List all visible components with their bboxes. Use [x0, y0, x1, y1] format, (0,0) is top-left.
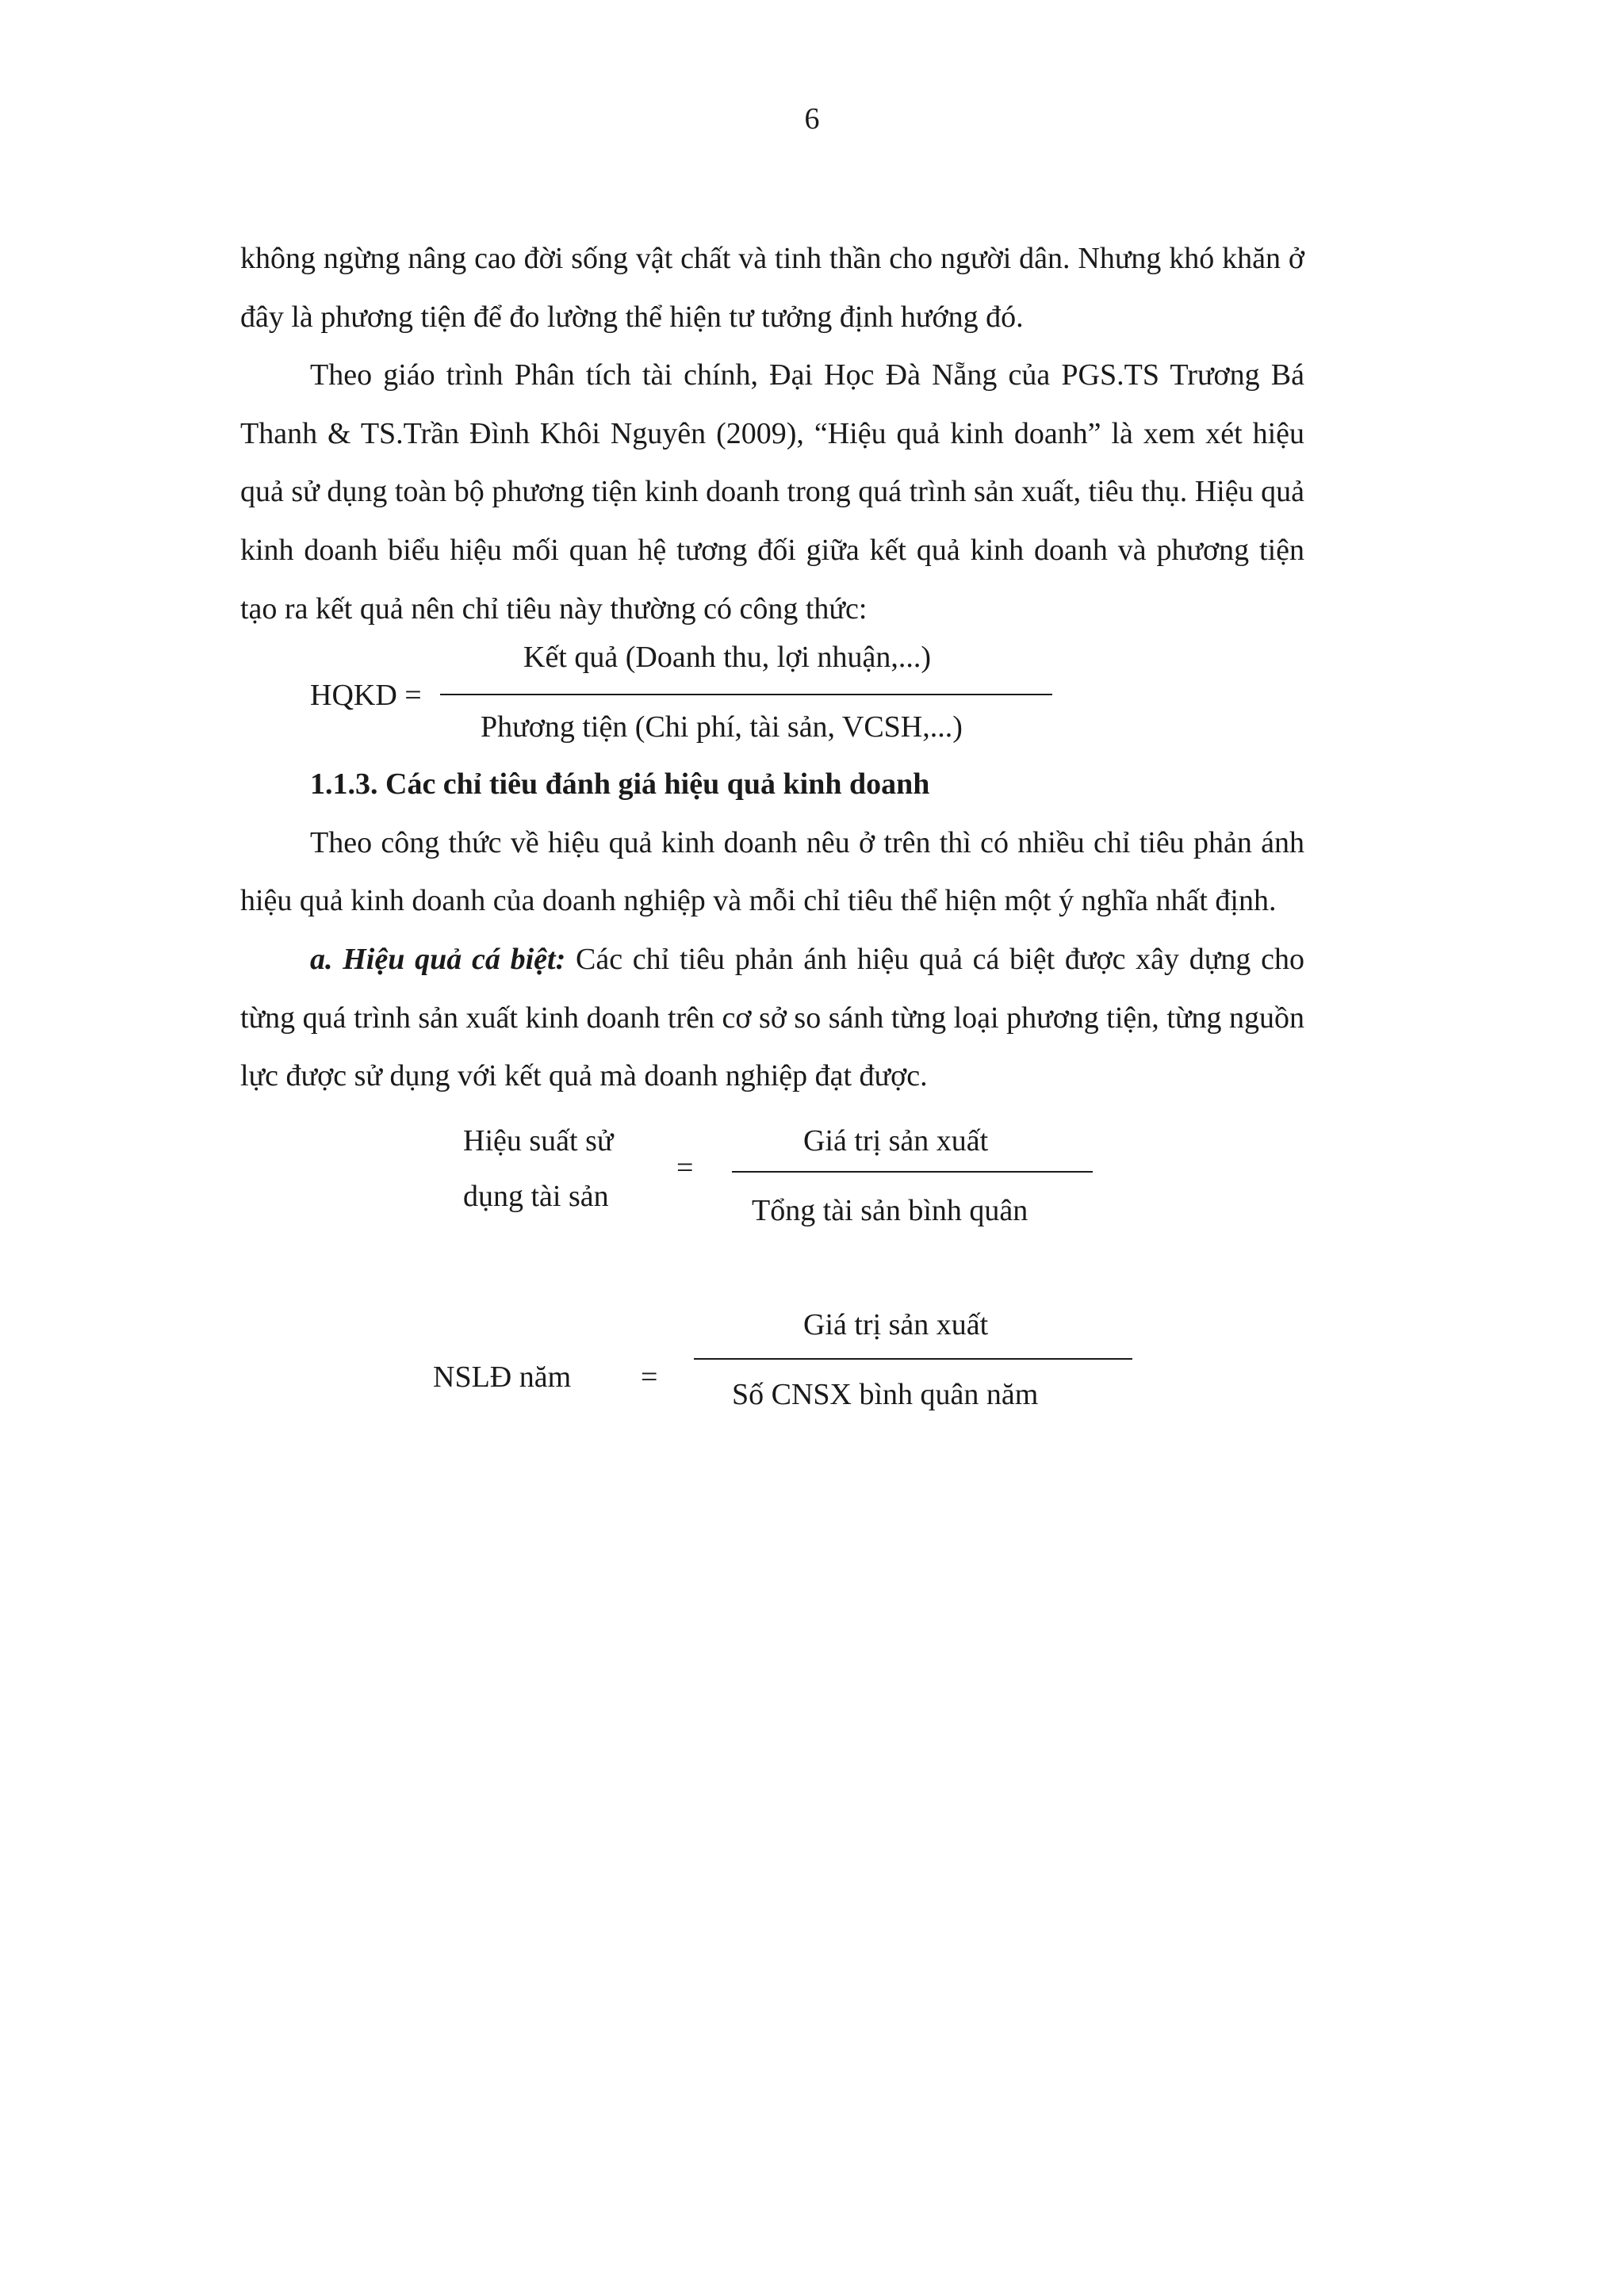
section-heading: 1.1.3. Các chỉ tiêu đánh giá hiệu quả kinh doanh: [310, 767, 930, 802]
formula-asset-denominator: Tổng tài sản bình quân: [752, 1193, 1028, 1227]
subheading-individual-efficiency: a. Hiệu quả cá biệt:: [310, 942, 566, 976]
formula-nsld-denominator: Số CNSX bình quân năm: [732, 1377, 1039, 1411]
formula-hqkd-lhs: HQKD =: [310, 679, 422, 713]
formula-hqkd: [240, 638, 1304, 757]
paragraph-intro: không ngừng nâng cao đời sống vật chất và tinh thần cho người dân. Nhưng khó khăn ở đây là phương tiện để đo lường thể hiện tư tưởng định hướng đó.: [240, 242, 1304, 334]
formula-nsld-fraction-bar: [694, 1358, 1132, 1360]
formula-asset-numerator: Giá trị sản xuất: [803, 1123, 989, 1158]
formula-nsld-numerator: Giá trị sản xuất: [803, 1307, 989, 1341]
formula-nsld-equals: =: [641, 1360, 658, 1394]
paragraph-individual-efficiency-text: Các chỉ tiêu phản ánh hiệu quả cá biệt được xây dựng cho từng quá trình sản xuất kinh doanh trên cơ sở so sánh từng loại phương tiện, từng nguồn lực được sử dụng với kết quả mà doanh nghiệp đạt được.: [240, 942, 1304, 1093]
page-number: 6: [804, 102, 820, 136]
formula-asset-lhs-line1: Hiệu suất sử: [463, 1123, 614, 1158]
formula-hqkd-fraction-bar: [440, 694, 1052, 695]
formula-hqkd-numerator: Kết quả (Doanh thu, lợi nhuận,...): [523, 641, 931, 675]
paragraph-definition: Theo giáo trình Phân tích tài chính, Đại Học Đà Nẵng của PGS.TS Trương Bá Thanh & TS.Trần Đình Khôi Nguyên (2009), “Hiệu quả kinh doanh” là xem xét hiệu quả sử dụng toàn bộ phương tiện kinh doanh trong quá trình sản xuất, tiêu thụ. Hiệu quả kinh doanh biểu hiệu mối quan hệ tương đối giữa kết quả kinh doanh và phương tiện tạo ra kết quả nên chỉ tiêu này thường có công thức:: [240, 358, 1304, 626]
formula-asset-equals: =: [676, 1150, 694, 1184]
formula-asset-lhs-line2: dụng tài sản: [463, 1179, 609, 1213]
page-body: [240, 230, 1304, 1433]
formula-hqkd-denominator: Phương tiện (Chi phí, tài sản, VCSH,...): [481, 710, 963, 744]
formula-nsld-lhs: NSLĐ năm: [433, 1360, 572, 1394]
paragraph-individual-efficiency: [240, 931, 1304, 1106]
paragraph-indicators: Theo công thức về hiệu quả kinh doanh nêu ở trên thì có nhiều chỉ tiêu phản ánh hiệu quả kinh doanh của doanh nghiệp và mỗi chỉ tiêu thể hiện một ý nghĩa nhất định.: [240, 825, 1304, 918]
formula-asset-efficiency: [240, 1108, 1304, 1306]
formula-labor-productivity: [240, 1306, 1304, 1433]
formula-asset-fraction-bar: [732, 1171, 1093, 1173]
